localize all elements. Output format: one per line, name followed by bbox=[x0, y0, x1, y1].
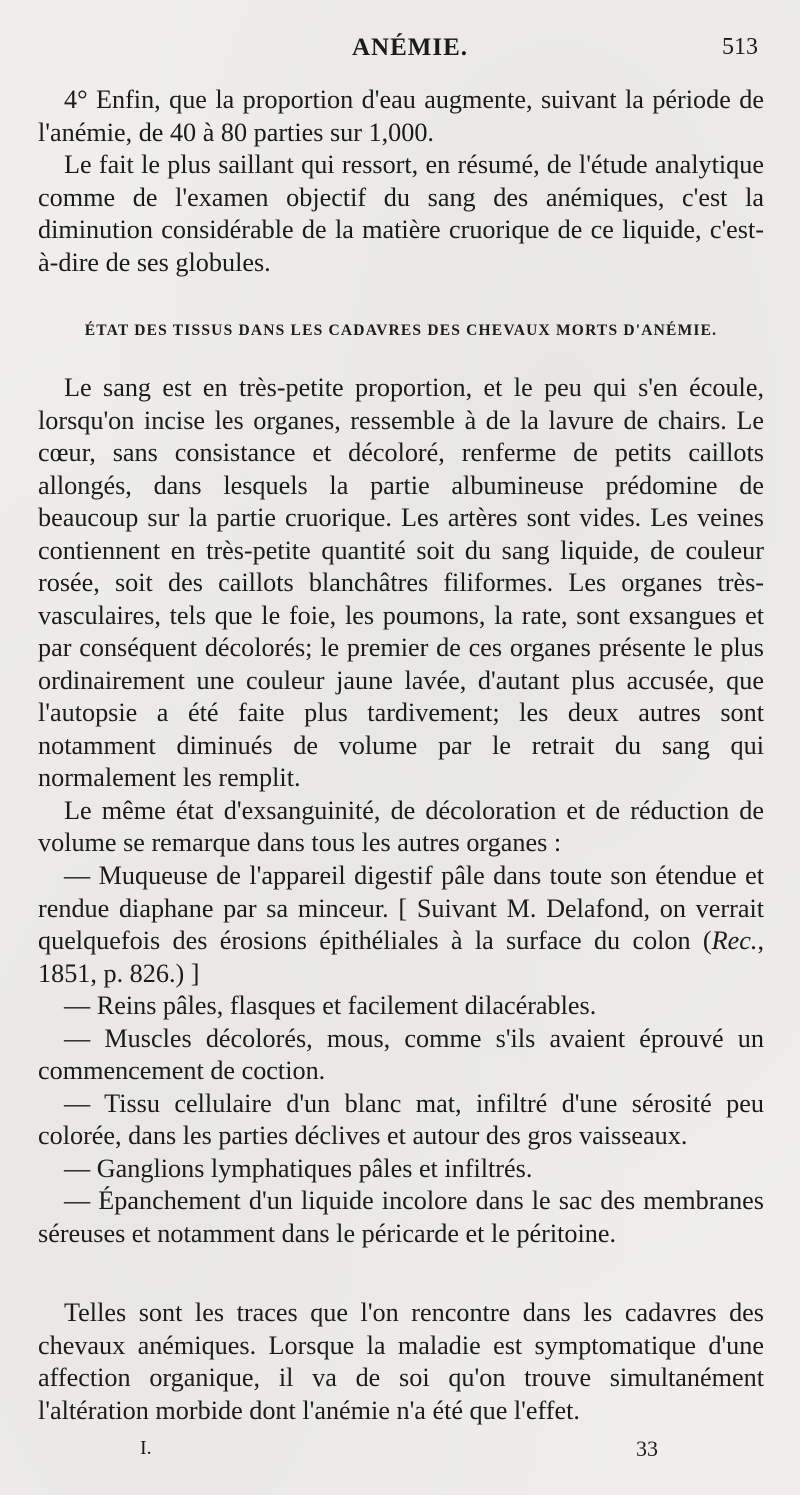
section-paragraph-2: Le même état d'exsanguinité, de décoloration et de réduction de volume se remarque dans tous les autres organes : bbox=[38, 795, 764, 857]
page-number: 513 bbox=[722, 34, 758, 60]
closing-block bbox=[38, 1297, 764, 1427]
signature-mark: I. bbox=[140, 1437, 152, 1459]
list-item: — Reins pâles, flasques et facilement dilacérables. bbox=[64, 991, 597, 1020]
citation-abbrev: Rec. bbox=[711, 926, 758, 955]
lesion-list bbox=[38, 860, 764, 1250]
section-block bbox=[38, 372, 764, 860]
list-item-text: — Muqueuse de l'appareil digestif pâle dans toute son étendue et rendue diaphane par sa minceur. [ Suivant M. Delafond, on verrait quelquefois des érosions épithéliales à la surface du colon ( bbox=[38, 861, 764, 955]
intro-paragraph-1: 4° Enfin, que la proportion d'eau augmente, suivant la période de l'anémie, de 40 à 80 parties sur 1,000. bbox=[38, 85, 764, 147]
sheet-number: 33 bbox=[636, 1436, 658, 1461]
section-paragraph-1: Le sang est en très-petite proportion, et le peu qui s'en écoule, lorsqu'on incise les organes, ressemble à de la lavure de chairs. Le cœur, sans consistance et décoloré, renferme de petits caillots allongés, dans lesquels la partie albumineuse prédomine de beaucoup sur la partie cruorique. Les artères sont vides. Les veines contiennent en très-petite quantité soit du sang liquide, de couleur rosée, soit des caillots blanchâtres filiformes. Les organes très-vasculaires, tels que le foie, les poumons, la rate, sont exsangues et par conséquent décolorés; le premier de ces organes présente le plus ordinairement une couleur jaune lavée, d'autant plus accusée, que l'autopsie a été faite plus tardivement; les deux autres sont notamment diminués de volume par le retrait du sang qui normalement les remplit. bbox=[38, 373, 764, 792]
list-item: — Tissu cellulaire d'un blanc mat, infiltré d'une sérosité peu colorée, dans les parties déclives et autour des gros vaisseaux. bbox=[38, 1088, 764, 1150]
list-item: — Épanchement d'un liquide incolore dans le sac des membranes séreuses et notamment dans le péricarde et le péritoine. bbox=[38, 1186, 764, 1248]
list-item: — Ganglions lymphatiques pâles et infiltrés. bbox=[64, 1153, 533, 1183]
running-head bbox=[0, 34, 800, 74]
list-item: — Muscles décolorés, mous, comme s'ils avaient éprouvé un commencement de coction. bbox=[38, 1023, 764, 1085]
intro-paragraph-2: Le fait le plus saillant qui ressort, en résumé, de l'étude analytique comme de l'examen objectif du sang des anémiques, c'est la diminution considérable de la matière cruorique de ce liquide, c'est-à-dire de ses globules. bbox=[38, 150, 764, 277]
citation-rest: , 1851, p. 826.) ] bbox=[38, 926, 764, 988]
list-item bbox=[38, 860, 764, 990]
closing-paragraph: Telles sont les traces que l'on rencontre dans les cadavres des chevaux anémiques. Lorsque la maladie est symptomatique d'une affection organique, il va de soi qu'on trouve simultanément l'altération morbide dont l'anémie n'a été que l'effet. bbox=[38, 1298, 764, 1425]
intro-block bbox=[38, 84, 764, 279]
running-title: ANÉMIE. bbox=[352, 34, 469, 61]
section-heading: ÉTAT DES TISSUS DANS LES CADAVRES DES CHEVAUX MORTS D'ANÉMIE. bbox=[84, 322, 718, 339]
